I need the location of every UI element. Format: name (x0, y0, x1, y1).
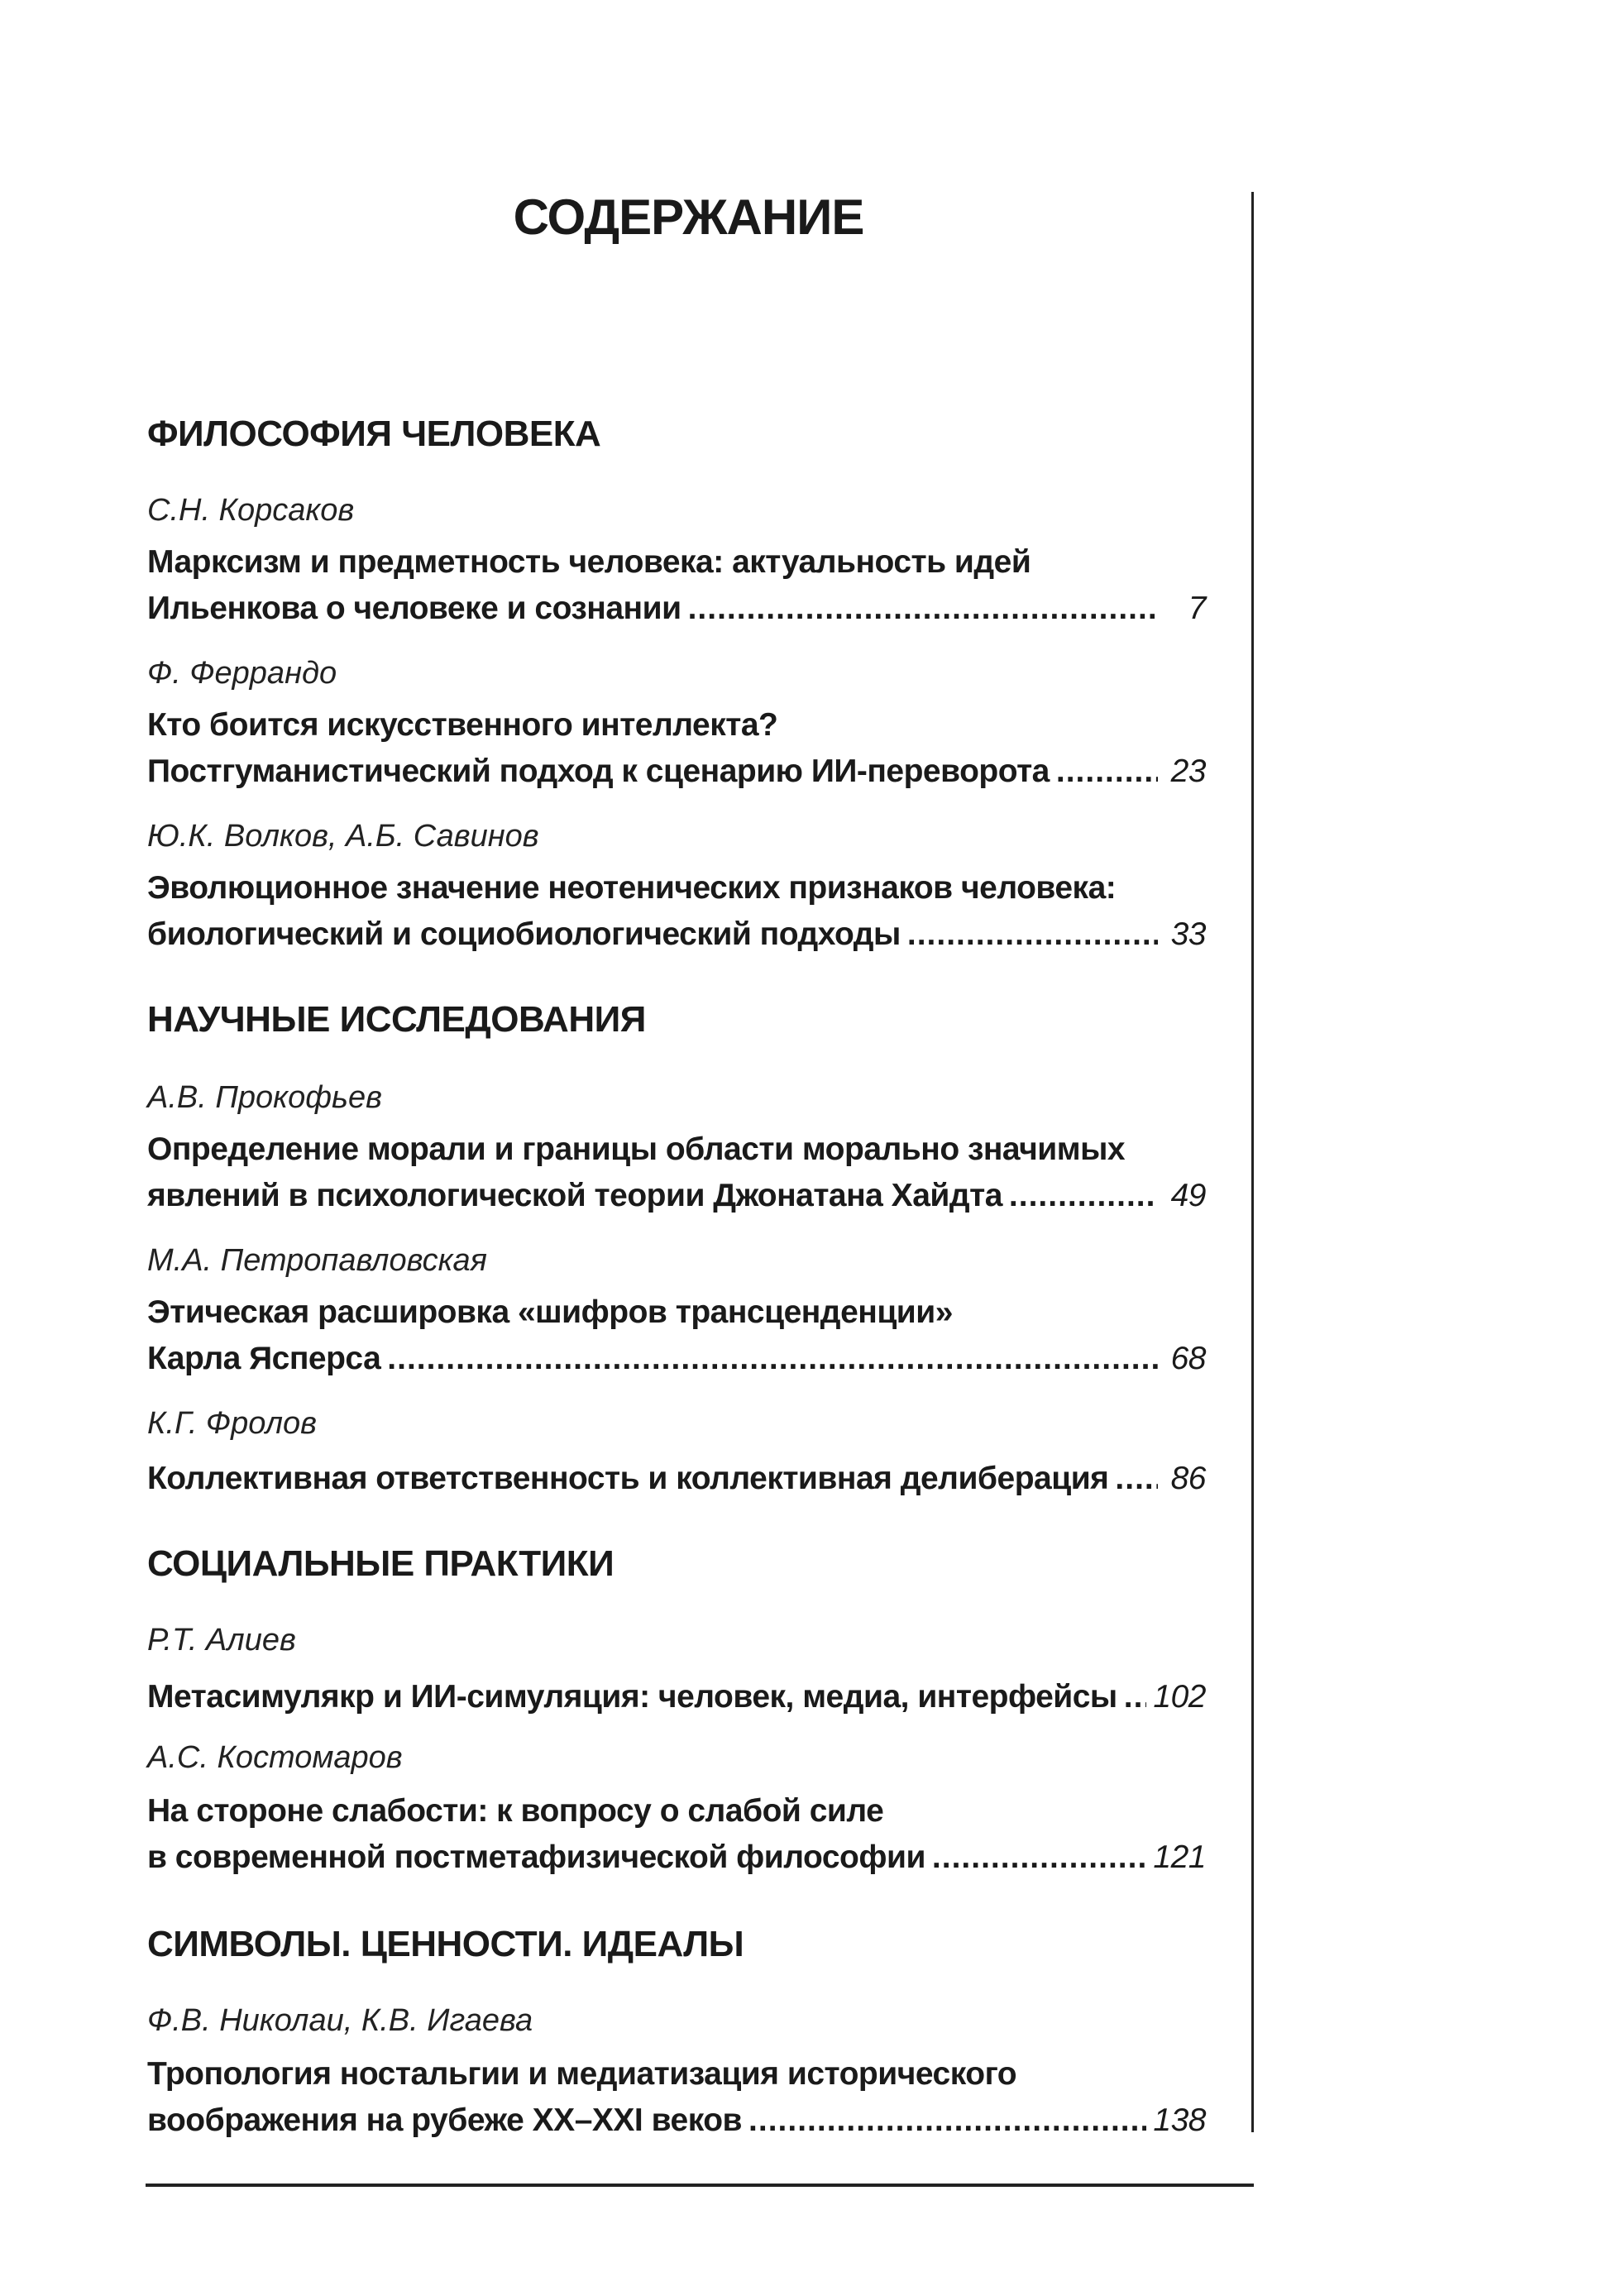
page-number: 7 (1188, 591, 1206, 626)
section-heading: СОЦИАЛЬНЫЕ ПРАКТИКИ (147, 1543, 614, 1584)
entry-author: А.С. Костомаров (147, 1740, 403, 1775)
section-heading: ФИЛОСОФИЯ ЧЕЛОВЕКА (147, 414, 601, 454)
leader-dots (1009, 1173, 1158, 1219)
toc-entry[interactable] (147, 865, 1206, 958)
entry-title-line1: Эволюционное значение неотенических признаков человека: (147, 870, 1117, 906)
entry-author: Ф. Феррандо (147, 656, 337, 691)
page-number: 102 (1153, 1679, 1206, 1715)
entry-title-line2: биологический и социобиологический подходы (147, 916, 901, 952)
entry-title-line2: Метасимулякр и ИИ-симуляция: человек, медиа, интерфейсы (147, 1679, 1117, 1715)
entry-title-line1: Тропология ностальгии и медиатизация исторического (147, 2056, 1017, 2092)
page-number: 138 (1153, 2102, 1206, 2138)
leader-dots (907, 911, 1158, 958)
page-number: 23 (1170, 753, 1206, 789)
entry-title-line2: Постгуманистический подход к сценарию ИИ-переворота (147, 753, 1050, 789)
entry-title-line1: Этическая расшировка «шифров трансценденции» (147, 1294, 953, 1330)
section-heading: СИМВОЛЫ. ЦЕННОСТИ. ИДЕАЛЫ (147, 1924, 744, 1964)
entry-title-line1: Определение морали и границы области морально значимых (147, 1131, 1126, 1167)
page-title: СОДЕРЖАНИЕ (513, 189, 864, 245)
leader-dots (387, 1336, 1158, 1382)
page-number: 86 (1170, 1461, 1206, 1496)
toc-entry[interactable] (147, 1456, 1206, 1502)
page-number: 68 (1170, 1341, 1206, 1376)
entry-title-line1: На стороне слабости: к вопросу о слабой силе (147, 1793, 884, 1829)
leader-dots (1115, 1456, 1158, 1502)
entry-title-line2: воображения на рубеже XX–XXI веков (147, 2102, 743, 2138)
entry-author: А.В. Прокофьев (147, 1080, 382, 1115)
leader-dots (932, 1834, 1147, 1881)
entry-author: Ф.В. Николаи, К.В. Игаева (147, 2003, 533, 2038)
leader-dots (1124, 1674, 1147, 1720)
entry-title-line2: Карла Ясперса (147, 1341, 381, 1376)
toc-entry[interactable] (147, 2051, 1206, 2144)
leader-dots (688, 586, 1158, 632)
entry-title-line1: Марксизм и предметность человека: актуальность идей (147, 544, 1031, 580)
entry-title-line2: Ильенкова о человеке и сознании (147, 591, 681, 626)
entry-author: Р.Т. Алиев (147, 1623, 296, 1657)
toc-entry[interactable] (147, 1289, 1206, 1382)
entry-title-line2: явлений в психологической теории Джонатана Хайдта (147, 1178, 1002, 1213)
leader-dots (748, 2097, 1146, 2144)
toc-entry[interactable] (147, 702, 1206, 795)
section-heading: НАУЧНЫЕ ИССЛЕДОВАНИЯ (147, 999, 646, 1040)
entry-author: Ю.К. Волков, А.Б. Савинов (147, 819, 539, 854)
toc-entry[interactable] (147, 1126, 1206, 1219)
footer-rule (146, 2184, 1254, 2187)
entry-title-line2: в современной постметафизической философии (147, 1839, 925, 1875)
entry-title-line2: Коллективная ответственность и коллективная делиберация (147, 1461, 1109, 1496)
entry-title-line1: Кто боится искусственного интеллекта? (147, 707, 778, 743)
page-number: 49 (1170, 1178, 1206, 1213)
margin-rule-vertical (1251, 192, 1254, 2132)
toc-entry[interactable] (147, 539, 1206, 632)
page-number: 121 (1153, 1839, 1206, 1875)
toc-entry[interactable] (147, 1788, 1206, 1881)
toc-entry[interactable] (147, 1674, 1206, 1720)
entry-author: М.А. Петропавловская (147, 1243, 487, 1278)
entry-author: К.Г. Фролов (147, 1406, 317, 1441)
leader-dots (1056, 749, 1158, 795)
page-number: 33 (1170, 916, 1206, 952)
entry-author: С.Н. Корсаков (147, 493, 355, 528)
